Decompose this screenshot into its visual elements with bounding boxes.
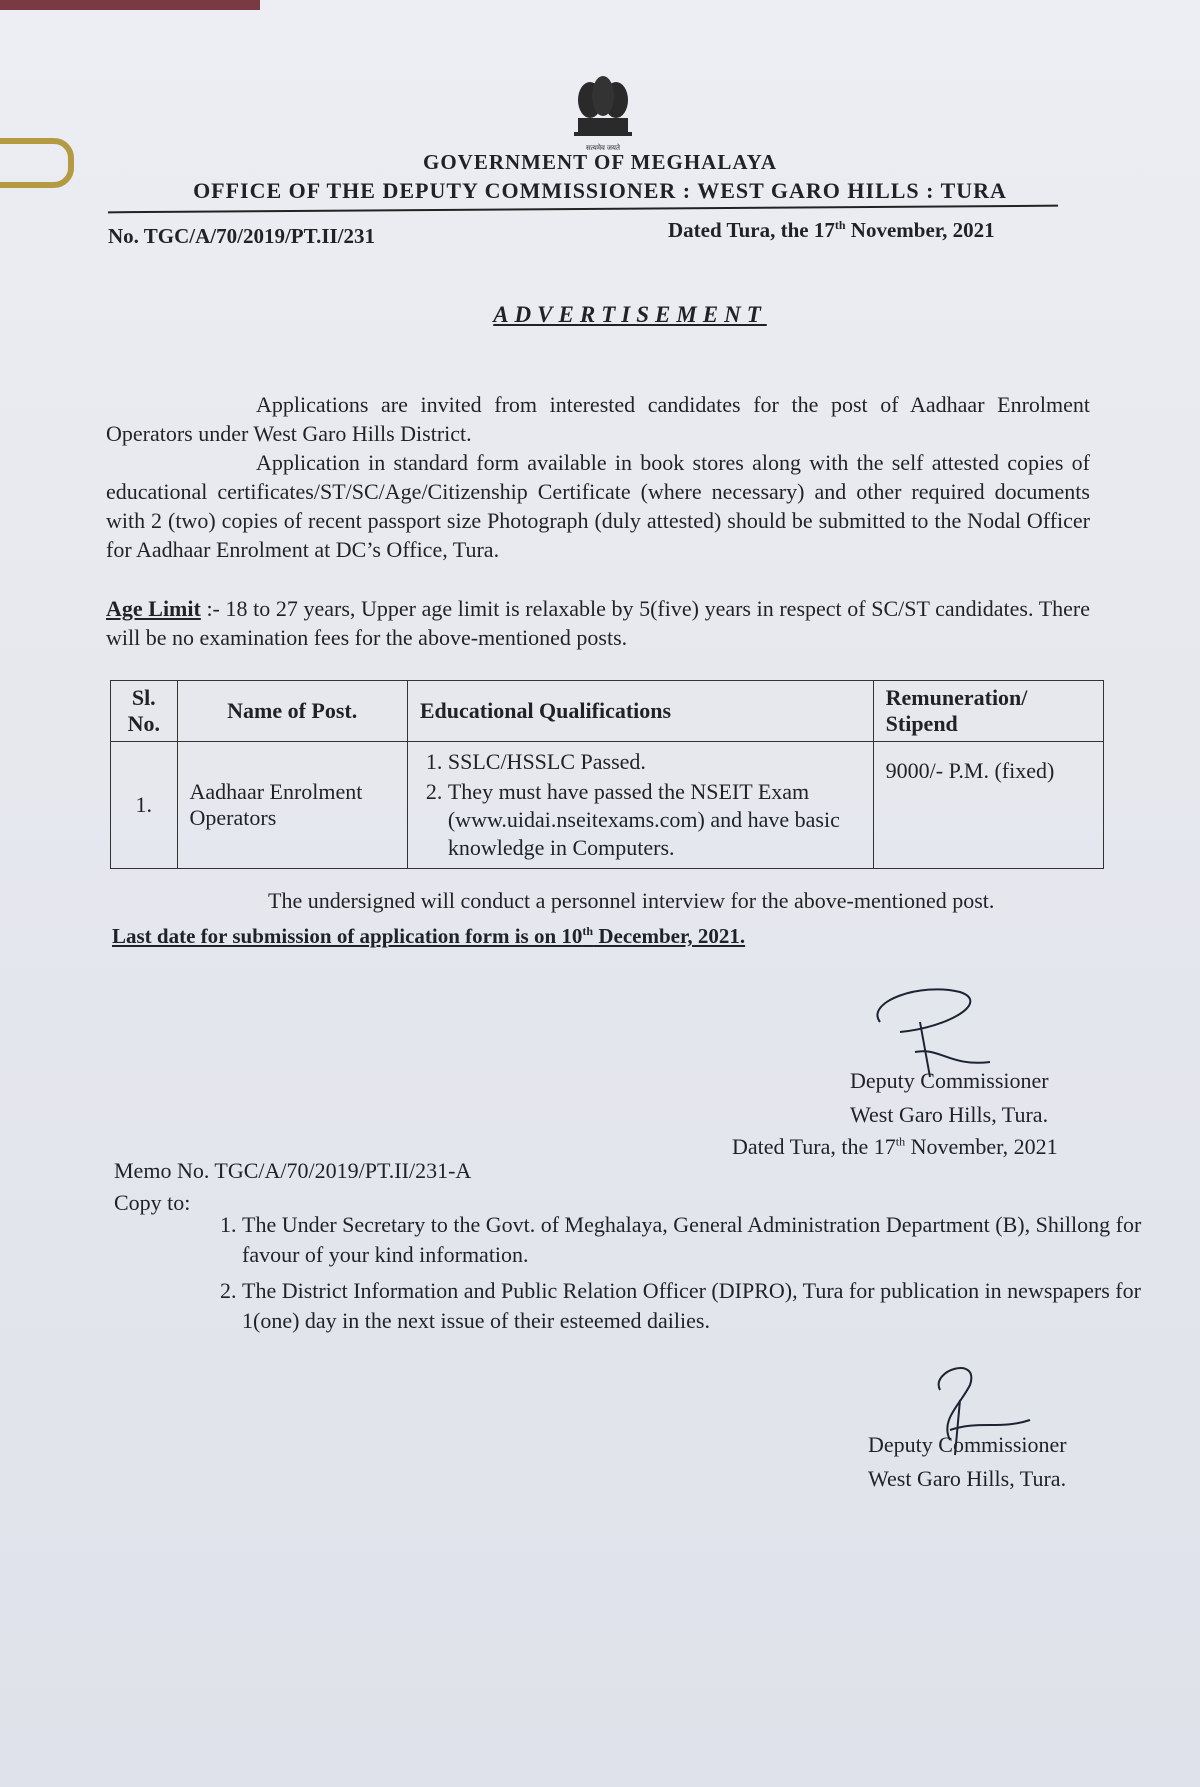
- paragraph-invitation: Applications are invited from interested candidates for the post of Aadhaar Enrolment Operators under West Garo Hills District.: [106, 392, 1090, 446]
- office-heading: OFFICE OF THE DEPUTY COMMISSIONER : WEST GARO HILLS : TURA: [193, 178, 1007, 203]
- state-emblem: [560, 70, 646, 156]
- header-remuneration: Remuneration/ Stipend: [873, 681, 1103, 742]
- header-rule: [108, 205, 1058, 214]
- paragraph-application: Application in standard form available in book stores along with the self attested copies of educational certificates/ST/SC/Age/Citizenship Certificate (where necessary) and other required documents with 2 (two) copies of recent passport size Photograph (duly attested) should be submitted to the Nodal Officer for Aadhaar Enrolment at DC’s Office, Tura.: [106, 450, 1090, 562]
- dated-line: Dated Tura, the 17th November, 2021: [668, 218, 995, 242]
- cell-post: Aadhaar Enrolment Operators: [177, 742, 407, 869]
- signatory-title: Deputy Commissioner: [850, 1068, 1049, 1093]
- header-sl: Sl. No.: [111, 681, 178, 742]
- list-item: 2. The District Information and Public Relation Officer (DIPRO), Tura for publication in newspapers for 1(one) day in the next issue of their esteemed dailies.: [242, 1276, 1172, 1336]
- paragraph-age-limit: Age Limit :- 18 to 27 years, Upper age limit is relaxable by 5(five) years in respect of SC/ST candidates. There will be no examination fees for the above-mentioned posts.: [106, 596, 1090, 650]
- document-title: ADVERTISEMENT: [493, 302, 767, 327]
- copy-to-label: Copy to:: [114, 1190, 191, 1215]
- memo-number: Memo No. TGC/A/70/2019/PT.II/231-A: [114, 1158, 472, 1183]
- cell-sl: 1.: [111, 742, 178, 869]
- interview-note: The undersigned will conduct a personnel interview for the above-mentioned post.: [268, 888, 995, 913]
- last-date-notice: Last date for submission of application form is on 10th December, 2021.: [112, 924, 746, 948]
- cell-remuneration: 9000/- P.M. (fixed): [873, 742, 1103, 869]
- table-header-row: [111, 681, 1104, 742]
- list-item: 1. The Under Secretary to the Govt. of Meghalaya, General Administration Department (B), Shillong for favour of your kind information.: [242, 1210, 1172, 1270]
- reference-number: No. TGC/A/70/2019/PT.II/231: [108, 224, 376, 248]
- emblem-caption: सत्यमेव जयते: [586, 144, 620, 152]
- copy-to-list: [210, 1210, 1172, 1342]
- signatory-block-1: [850, 1064, 1049, 1132]
- header-qualifications: Educational Qualifications: [407, 681, 873, 742]
- qualification-item: 1. SSLC/HSSLC Passed.: [448, 748, 861, 776]
- background-strip: [0, 0, 260, 10]
- posts-table: [110, 680, 1104, 869]
- signatory-place: West Garo Hills, Tura.: [868, 1466, 1067, 1491]
- table-row: [111, 742, 1104, 869]
- memo-dated-line: Dated Tura, the 17th November, 2021: [732, 1134, 1058, 1159]
- qualification-item: 2. They must have passed the NSEIT Exam (www.uidai.nseitexams.com) and have basic knowledge in Computers.: [448, 778, 861, 862]
- header-post: Name of Post.: [177, 681, 407, 742]
- signatory-block-2: [868, 1428, 1067, 1496]
- signatory-title: Deputy Commissioner: [868, 1432, 1067, 1457]
- cell-qualifications: [407, 742, 873, 869]
- government-heading: GOVERNMENT OF MEGHALAYA: [423, 150, 777, 174]
- signatory-place: West Garo Hills, Tura.: [850, 1102, 1049, 1127]
